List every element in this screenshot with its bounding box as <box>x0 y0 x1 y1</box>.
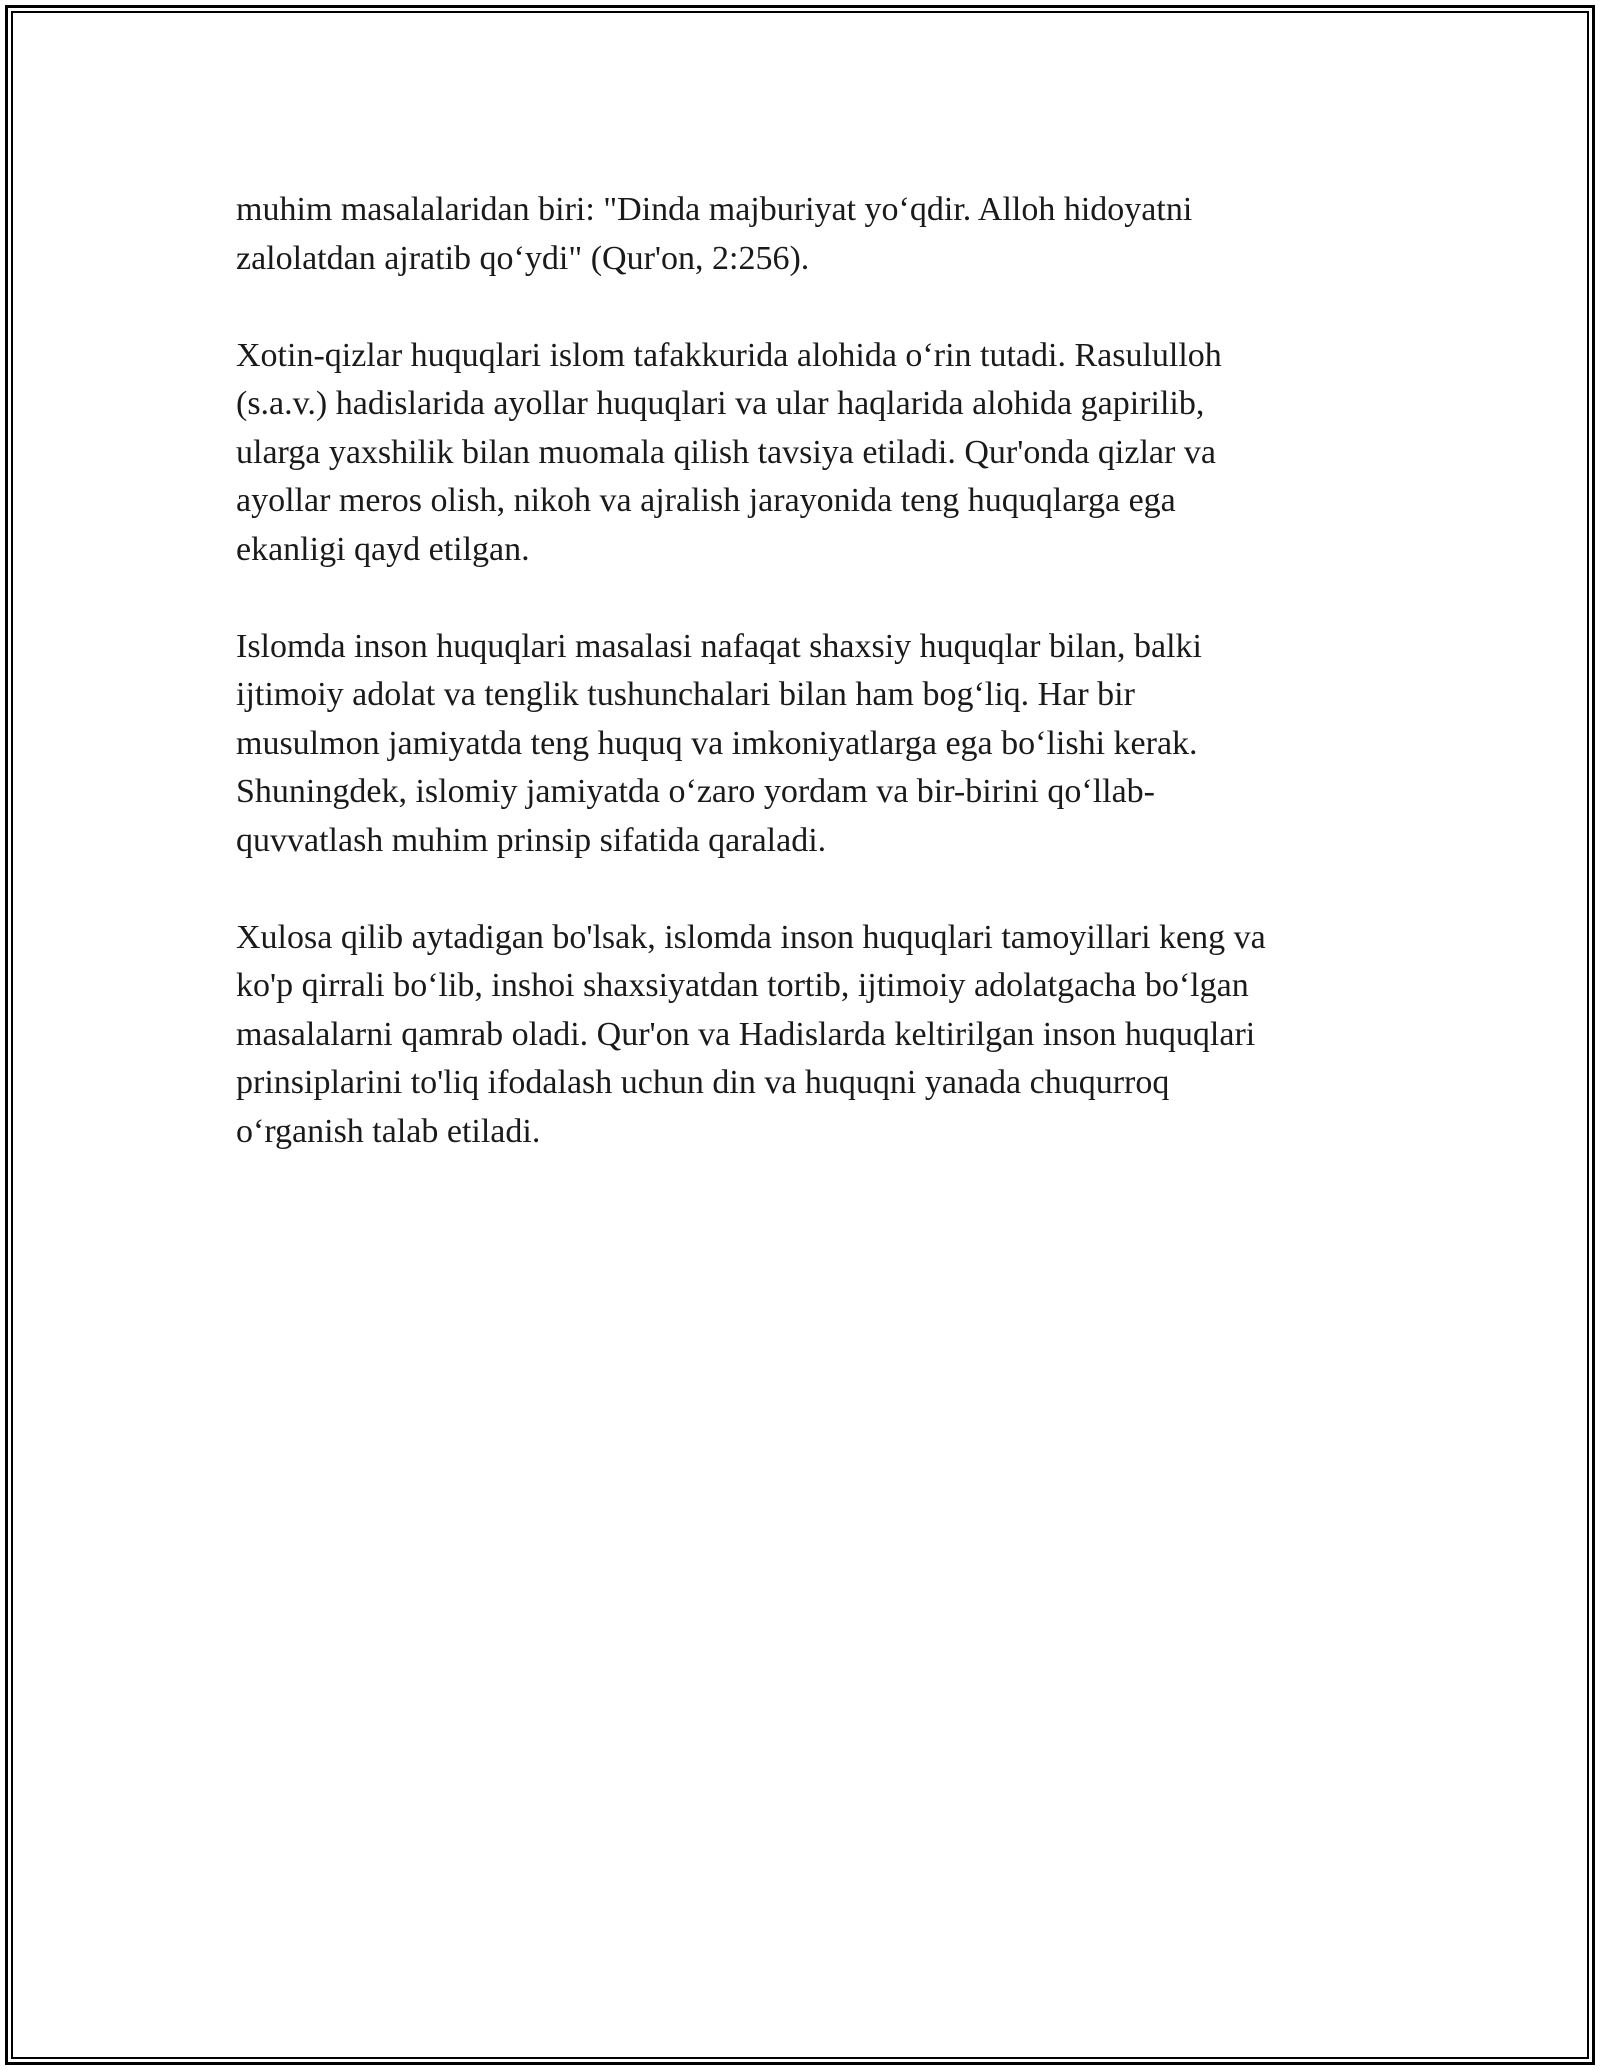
paragraph-women-rights <box>236 332 1366 575</box>
text-line: masalalarni qamrab oladi. Qur'on va Hadislarda keltirilgan inson huquqlari <box>236 1015 1256 1053</box>
paragraph-social-justice <box>236 623 1366 866</box>
text-line: muhim masalalaridan biri: "Dinda majburiyat yo‘qdir. Alloh hidoyatni <box>236 191 1193 228</box>
text-line: ayollar meros olish, nikoh va ajralish jarayonida teng huquqlarga ega <box>236 482 1176 519</box>
text-line: (s.a.v.) hadislarida ayollar huquqlari va ular haqlarida alohida gapirilib, <box>236 385 1205 422</box>
text-line: ularga yaxshilik bilan muomala qilish tavsiya etiladi. Qur'onda qizlar va <box>236 433 1216 471</box>
text-line: Shuningdek, islomiy jamiyatda o‘zaro yordam va bir-birini qo‘llab- <box>236 773 1155 810</box>
text-line: o‘rganish talab etiladi. <box>236 1112 541 1150</box>
text-line: ijtimoiy adolat va tenglik tushunchalari bilan ham bog‘liq. Har bir <box>236 676 1135 713</box>
text-line: quvvatlash muhim prinsip sifatida qaraladi. <box>236 821 827 859</box>
document-body <box>236 186 1366 1205</box>
text-line: ko'p qirrali bo‘lib, inshoi shaxsiyatdan tortib, ijtimoiy adolatgacha bo‘lgan <box>236 967 1249 1004</box>
text-line: musulmon jamiyatda teng huquq va imkoniyatlarga ega bo‘lishi kerak. <box>236 724 1198 762</box>
text-line: ekanligi qayd etilgan. <box>236 530 530 568</box>
text-line: Xulosa qilib aytadigan bo'lsak, islomda inson huquqlari tamoyillari keng va <box>236 918 1266 956</box>
paragraph-conclusion <box>236 914 1366 1157</box>
text-line: Xotin-qizlar huquqlari islom tafakkurida alohida o‘rin tutadi. Rasululloh <box>236 336 1222 374</box>
text-line: Islomda inson huquqlari masalasi nafaqat shaxsiy huquqlar bilan, balki <box>236 627 1202 665</box>
paragraph-religious-freedom <box>236 186 1366 283</box>
text-line: zalolatdan ajratib qo‘ydi" (Qur'on, 2:256). <box>236 239 810 277</box>
text-line: prinsiplarini to'liq ifodalash uchun din va huquqni yanada chuqurroq <box>236 1064 1170 1101</box>
